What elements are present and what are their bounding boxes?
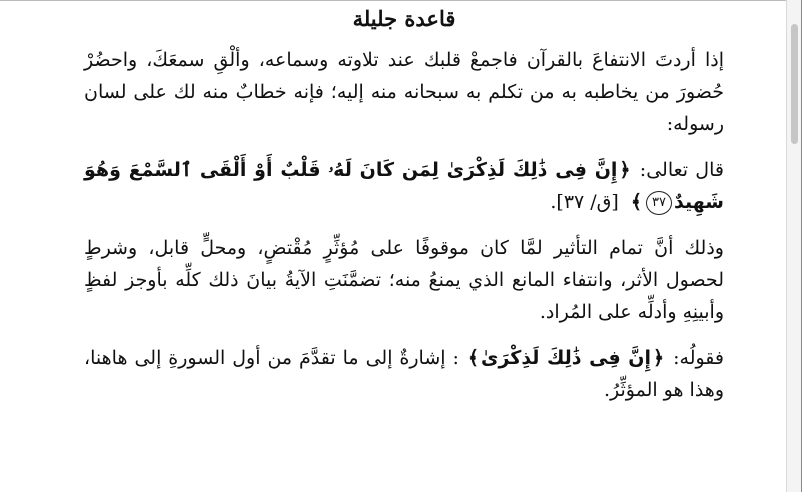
ayah-number-mark: ٣٧ [646,191,672,215]
paragraph-intro: إذا أردتَ الانتفاعَ بالقرآن فاجمعْ قلبك عند تلاوته وسماعه، وألْقِ سمعَكَ، واحضُرْ حُضورَ من يخاطبه به من تكلم به سبحانه منه إليه؛ فإنه خطابٌ منه لك على لسان رسوله: [84,49,724,135]
quote-paragraph [84,154,724,218]
quran-open-bracket: ﴿ [619,159,631,181]
section-title: قاعدة جليلة [352,6,456,31]
commentary-rest: : إشارةٌ إلى ما تقدَّمَ من أول السورةِ إلى هاهنا، وهذا هو المؤثِّرُ. [84,347,724,401]
commentary-lead: فقولُه: [673,347,724,369]
paragraph-explanation: وذلك أنَّ تمام التأثير لمَّا كان موقوفًا على مُؤثِّرٍ مُقْتضٍ، ومحلٍّ قابل، وشرطٍ لحصول الأثر، وانتفاء المانع الذي يمنعُ منه؛ تضمَّنَتِ الآيةُ بيانَ ذلك كلِّه بأوجز لفظٍ وأبينِهِ وأدلِّه على المُراد. [84,237,724,323]
quote-lead: قال تعالى: [639,159,724,181]
quran-open-bracket-2: ﴿ [653,347,665,369]
document-content [84,0,724,420]
quran-close-bracket-2: ﴾ [467,347,480,369]
scrollbar-thumb[interactable] [791,24,798,144]
quran-verse-excerpt: إِنَّ فِى ذَٰلِكَ لَذِكْرَىٰ [481,347,651,369]
vertical-scrollbar[interactable] [786,0,801,492]
quran-verse: إِنَّ فِى ذَٰلِكَ لَذِكْرَىٰ لِمَن كَانَ لَهُۥ قَلْبٌ أَوْ أَلْقَى ٱلسَّمْعَ وَهُوَ شَهِيدٌ [84,159,724,213]
paragraph-commentary [84,342,724,406]
quran-close-bracket: ﴾ [630,191,643,213]
verse-reference: [ق/ ٣٧]. [550,191,619,213]
